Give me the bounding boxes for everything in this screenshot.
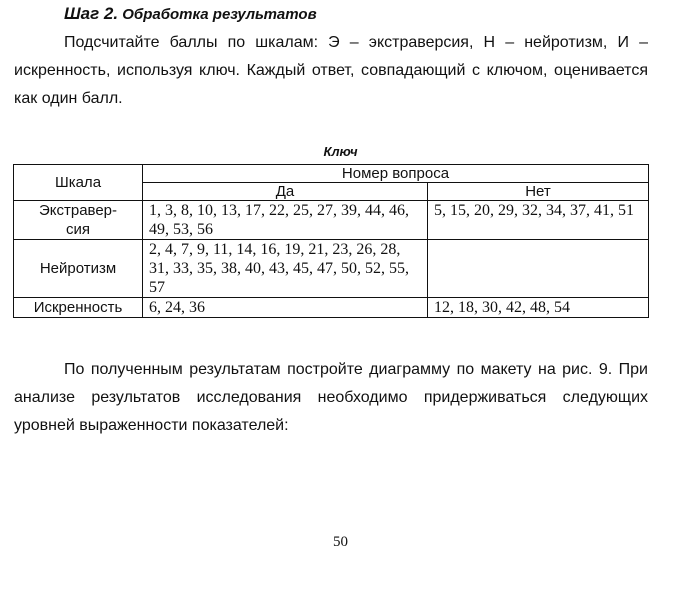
table-row bbox=[14, 298, 649, 318]
header-question-number: Номер вопроса bbox=[143, 165, 649, 183]
row-name-line: сия bbox=[65, 221, 90, 238]
sincerity-yes: 6, 24, 36 bbox=[143, 298, 428, 318]
neuroticism-yes: 2, 4, 7, 9, 11, 14, 16, 19, 21, 23, 26, 28, 31, 33, 35, 38, 40, 43, 45, 47, 50, 52, 55, 57 bbox=[143, 240, 428, 298]
step-label: Шаг 2. bbox=[64, 4, 119, 23]
extraversion-yes: 1, 3, 8, 10, 13, 17, 22, 25, 27, 39, 44, 46, 49, 53, 56 bbox=[143, 201, 428, 240]
row-name-neuroticism: Нейротизм bbox=[14, 240, 143, 298]
table-row bbox=[14, 240, 649, 298]
step-title: Обработка результатов bbox=[122, 6, 317, 23]
header-no: Нет bbox=[428, 183, 649, 201]
page-number: 50 bbox=[333, 534, 348, 550]
neuroticism-no bbox=[428, 240, 649, 298]
header-yes: Да bbox=[143, 183, 428, 201]
section-heading bbox=[64, 4, 317, 24]
row-name-sincerity: Искренность bbox=[14, 298, 143, 318]
key-table bbox=[13, 164, 649, 318]
analysis-paragraph: По полученным результатам постройте диаграмму по макету на рис. 9. При анализе результатов исследования необходимо придерживаться следующих уровней выраженности показателей: bbox=[14, 361, 648, 434]
row-name-extraversion bbox=[14, 201, 143, 240]
row-name-line: Экстравер- bbox=[38, 202, 118, 219]
instruction-paragraph: Подсчитайте баллы по шкалам: Э – экстраверсия, Н – нейротизм, И – искренность, используя ключ. Каждый ответ, совпадающий с ключом, оценивается как один балл. bbox=[14, 34, 648, 107]
extraversion-no: 5, 15, 20, 29, 32, 34, 37, 41, 51 bbox=[428, 201, 649, 240]
table-header-row bbox=[14, 165, 649, 183]
sincerity-no: 12, 18, 30, 42, 48, 54 bbox=[428, 298, 649, 318]
header-scale: Шкала bbox=[14, 165, 143, 201]
table-row bbox=[14, 201, 649, 240]
table-caption: Ключ bbox=[323, 144, 358, 159]
